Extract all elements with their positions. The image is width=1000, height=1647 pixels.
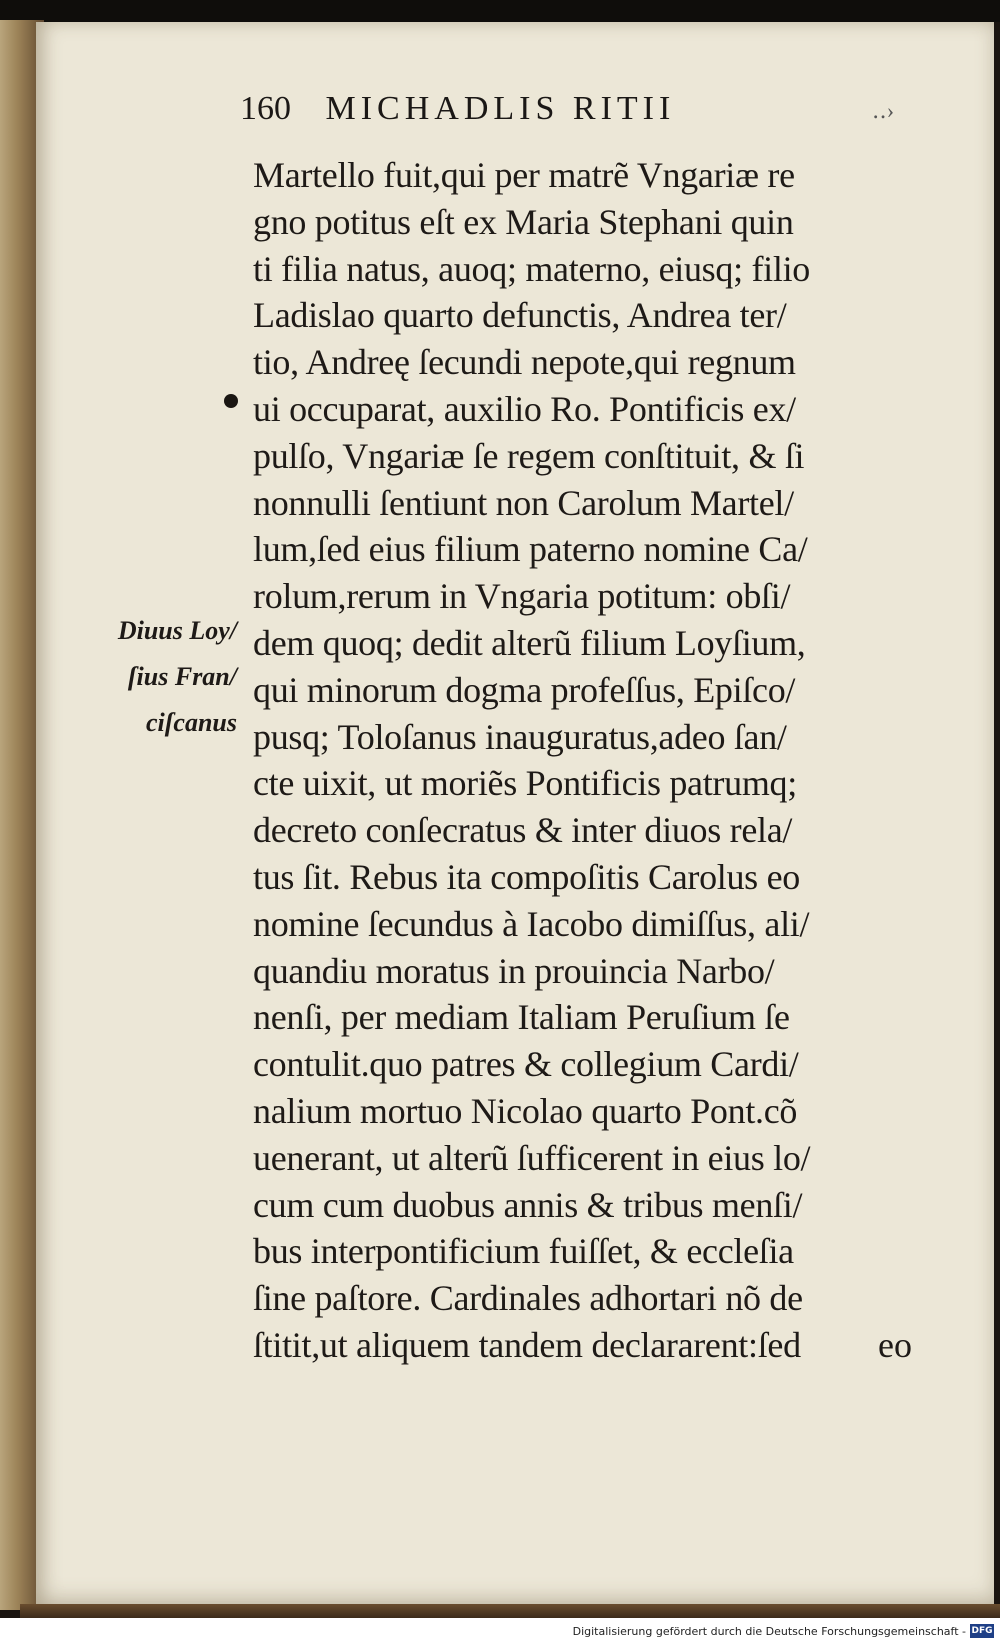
text-line: lum,ſed eius filium paterno nomine Ca/ <box>253 529 808 570</box>
page-bottom-edge <box>20 1604 1000 1618</box>
text-line: ui occuparat, auxilio Ro. Pontificis ex/ <box>253 388 796 429</box>
text-line: bus interpontificium fuiſſet, & eccleſia <box>253 1231 794 1272</box>
text-line: pulſo, Vngariæ ſe regem conſtituit, & ſi <box>253 435 805 476</box>
text-line: contulit.quo patres & collegium Cardi/ <box>253 1044 799 1085</box>
text-line: cte uixit, ut moriẽs Pontificis patrumq; <box>253 763 797 804</box>
text-line: gno potitus eſt ex Maria Stephani quin <box>253 201 794 242</box>
footer-credit-text: Digitalisierung gefördert durch die Deutsche Forschungsgemeinschaft - <box>572 1625 966 1638</box>
text-line: nonnulli ſentiunt non Carolum Martel/ <box>253 482 794 523</box>
text-line: tio, Andreę ſecundi nepote,qui regnum <box>253 342 796 383</box>
running-head <box>240 90 675 128</box>
page-number: 160 <box>240 90 291 127</box>
text-line: ſine paſtore. Cardinales adhortari nõ de <box>253 1278 803 1319</box>
text-line: dem quoq; dedit alterũ filium Loyſium, <box>253 622 806 663</box>
marginal-note-line: ſius Fran/ <box>127 662 237 691</box>
text-line: ſtitit,ut aliquem tandem declararent:ſed <box>253 1324 801 1365</box>
scan-top-border <box>0 0 1000 22</box>
text-line: ti filia natus, auoq; materno, eiusq; filio <box>253 248 810 289</box>
text-line: nenſi, per mediam Italiam Peruſium ſe <box>253 997 790 1038</box>
marginal-note <box>62 608 237 746</box>
text-line: nalium mortuo Nicolao quarto Pont.cõ <box>253 1090 798 1131</box>
ink-blot-mark <box>224 394 238 408</box>
digitization-footer <box>0 1618 1000 1647</box>
dfg-logo-icon[interactable]: DFG <box>971 1626 993 1636</box>
body-text-block <box>253 152 933 1369</box>
text-line: Ladislao quarto defunctis, Andrea ter/ <box>253 295 787 336</box>
text-line: qui minorum dogma profeſſus, Epiſco/ <box>253 669 796 710</box>
marginal-note-line: Diuus Loy/ <box>117 616 237 645</box>
catchword: eo <box>878 1325 912 1365</box>
text-line: tus ſit. Rebus ita compoſitis Carolus eo <box>253 856 800 897</box>
running-title: MICHADLIS RITII <box>325 90 676 127</box>
text-line: decreto conſecratus & inter diuos rela/ <box>253 810 793 851</box>
corner-mark: ․․› <box>872 98 895 123</box>
marginal-note-line: ciſcanus <box>146 708 237 737</box>
text-line: pusq; Toloſanus inauguratus,adeo ſan/ <box>253 716 787 757</box>
text-line: quandiu moratus in prouincia Narbo/ <box>253 950 775 991</box>
text-line: Martello fuit,qui per matrẽ Vngariæ re <box>253 155 795 195</box>
text-line: rolum,rerum in Vngaria potitum: obſi/ <box>253 576 791 617</box>
text-line: uenerant, ut alterũ ſufficerent in eius lo/ <box>253 1137 811 1178</box>
text-line: cum cum duobus annis & tribus menſi/ <box>253 1184 803 1225</box>
text-line: nomine ſecundus à Iacobo dimiſſus, ali/ <box>253 903 810 944</box>
